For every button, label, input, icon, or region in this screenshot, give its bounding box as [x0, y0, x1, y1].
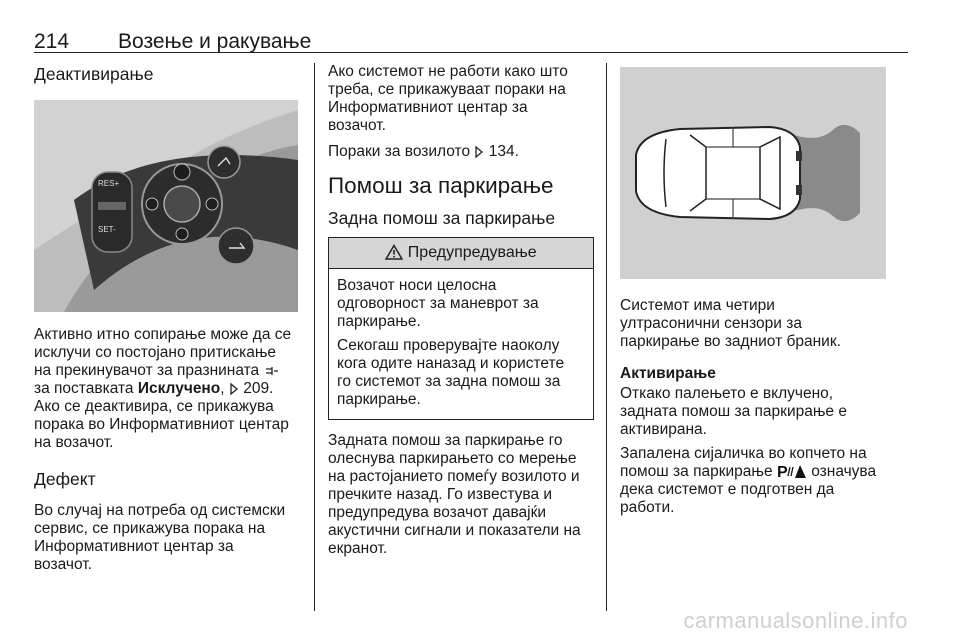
column-3 — [620, 63, 908, 517]
column-divider-1 — [314, 63, 315, 611]
warning-title: Предупредување — [407, 244, 537, 261]
vehicle-messages-reference: Пораки за возилото 134. — [328, 143, 519, 160]
car-top-view-illustration — [620, 67, 886, 279]
steering-wheel-illustration — [34, 100, 298, 312]
rear-assist-paragraph: Задната помош за паркирање го олеснува паркирањето со мерење на растојанието помеѓу возилото и пречките назад. Го известува и предупредува возачот давајќи акустични сигнали и показатели на екранот. — [328, 432, 581, 557]
page-reference-icon — [229, 382, 239, 396]
heading-fault: Дефект — [34, 469, 96, 489]
sensors-paragraph: Системот има четири ултрасонични сензори за паркирање во задниот браник. — [620, 297, 841, 350]
heading-deactivate: Деактивирање — [34, 64, 154, 84]
parking-sensor-figure — [620, 67, 886, 279]
svg-text:P: P — [776, 464, 788, 479]
column-divider-2 — [606, 63, 607, 611]
page-title: Возење и ракување — [118, 30, 312, 53]
warning-paragraph-2: Секогаш проверувајте наоколу кога одите наназад и користете го системот за задна помош за паркирање. — [337, 337, 565, 408]
warning-triangle-icon — [385, 244, 403, 260]
parking-assist-icon — [777, 463, 807, 479]
header-rule — [34, 52, 908, 53]
page-reference-icon — [474, 145, 484, 159]
activate-paragraph: Откако палењето е вклучено, задната помош за паркирање е активирана. — [620, 385, 847, 438]
warning-paragraph-1: Возачот носи целосна одговорност за маневрот за паркирање. — [337, 277, 539, 330]
fault-paragraph: Во случај на потреба од системски сервис, се прикажува порака на Информативниот центар за возачот. — [34, 502, 286, 573]
warning-header — [329, 238, 593, 269]
indicator-paragraph: Запалена сијаличка во копчето на помош за паркирање P означува дека системот е подготвен да работи. — [620, 445, 877, 516]
column-1 — [34, 63, 304, 574]
watermark: carmanualsonline.info — [683, 608, 908, 633]
deactivate-paragraph: Активно итно сопирање може да се исклучи со постојано притискање на прекинувачот за празнината за поставката Исклучено, 209. Ако се деактивира, се прикажува порака во Информативниот центар на возачот. — [34, 326, 292, 451]
heading-parking-assist: Помош за паркирање — [328, 173, 554, 198]
column-2 — [328, 63, 594, 558]
page-number: 214 — [34, 30, 70, 53]
gap-switch-icon — [264, 364, 280, 378]
heading-activate: Активирање — [620, 365, 716, 382]
res-label: RES+ — [98, 179, 120, 188]
not-working-paragraph: Ако системот не работи како што треба, се прикажуваат пораки на Информативниот центар за возачот. — [328, 63, 568, 134]
heading-rear-parking-assist: Задна помош за паркирање — [328, 208, 556, 228]
steering-wheel-figure — [34, 100, 298, 312]
warning-body — [329, 269, 593, 419]
reference-page: 209. — [243, 380, 274, 397]
setting-name: Исклучено — [137, 380, 221, 397]
warning-box — [328, 237, 594, 420]
set-label: SET- — [98, 225, 116, 234]
